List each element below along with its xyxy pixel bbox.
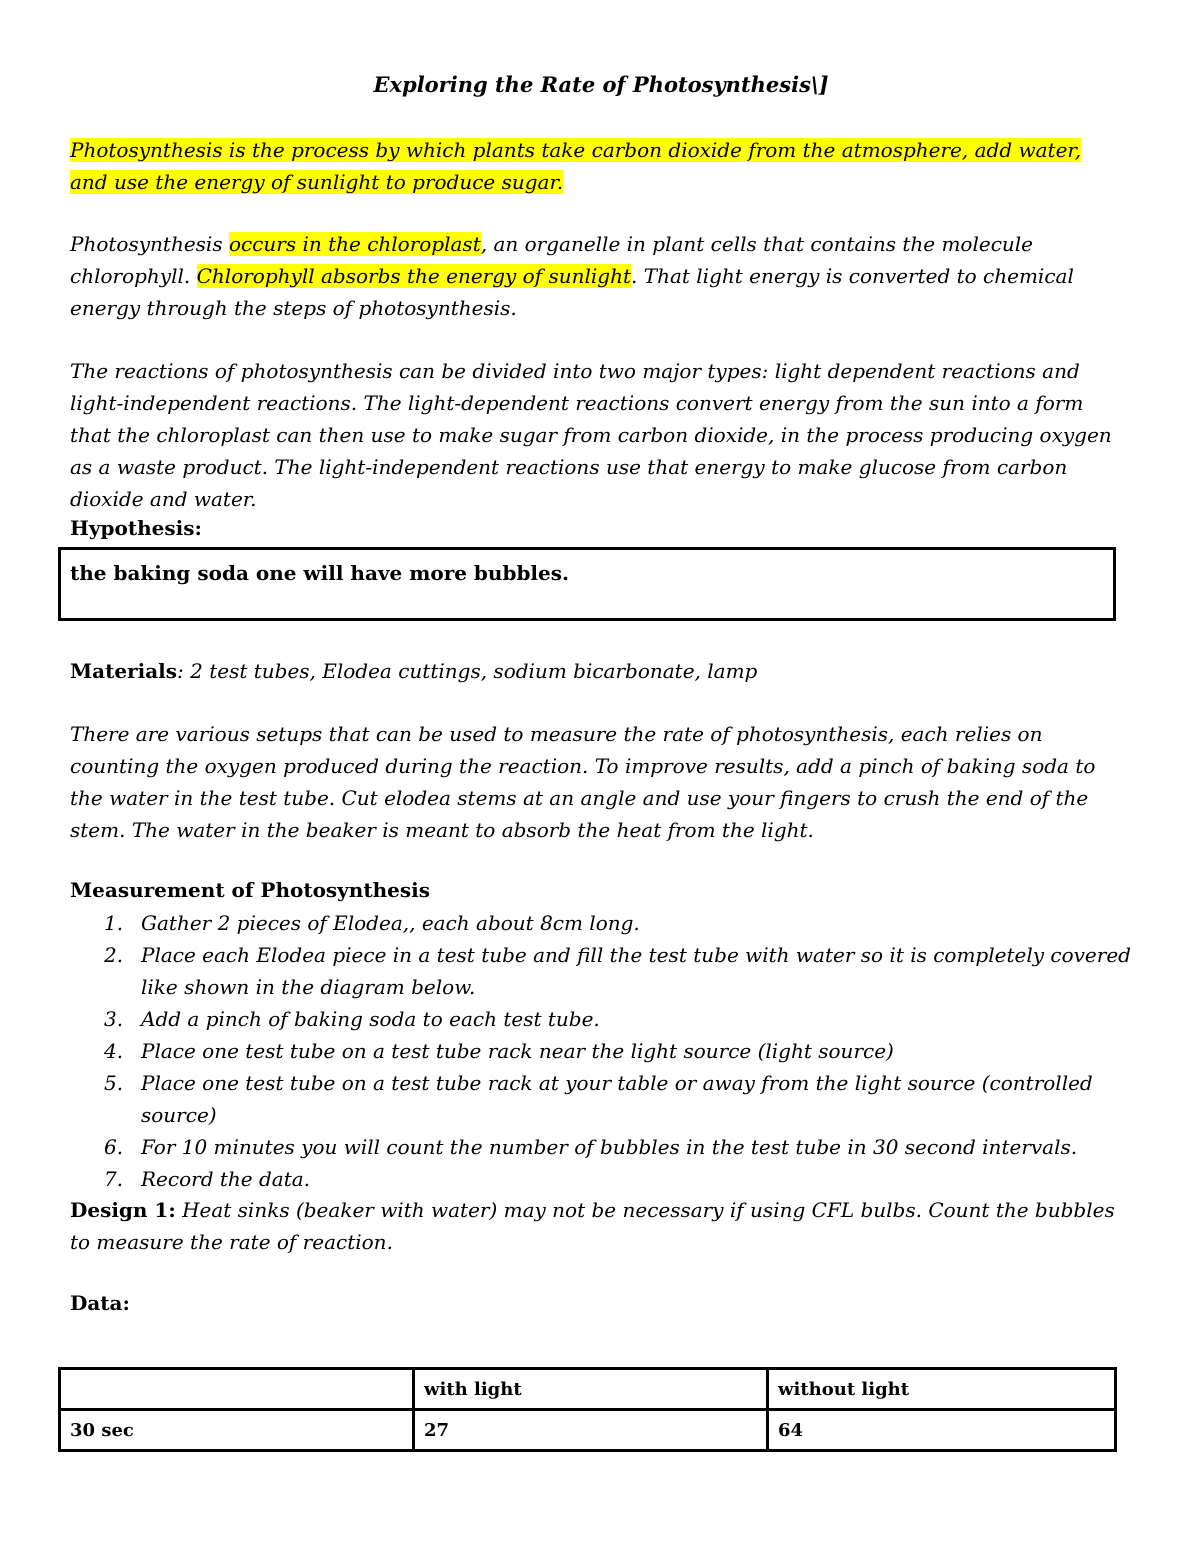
data-table — [58, 1367, 1117, 1452]
design-label: Design 1: — [70, 1198, 176, 1222]
table-header-cell[interactable]: with light — [414, 1369, 768, 1410]
step-number: 2. — [104, 943, 124, 967]
step-text: Place one test tube on a test tube rack near the light source (light source) — [141, 1039, 894, 1063]
list-item — [70, 1163, 1132, 1195]
step-text: Record the data. — [141, 1167, 311, 1191]
hypothesis-heading: Hypothesis: — [70, 516, 202, 540]
step-number: 6. — [104, 1135, 124, 1159]
materials-label: Materials — [70, 659, 178, 683]
intro-paragraph-2 — [70, 228, 1120, 324]
table-cell[interactable]: 64 — [768, 1410, 1116, 1451]
table-header-cell[interactable]: without light — [768, 1369, 1116, 1410]
table-header-cell[interactable] — [60, 1369, 414, 1410]
setup-paragraph: There are various setups that can be used to measure the rate of photosynthesis, each relies on counting the oxygen produced during the reaction. To improve results, add a pinch of baking soda to the water in the test tube. Cut elodea stems at an angle and use your fingers to crush the end of the stem. The water in the beaker is meant to absorb the heat from the light. — [70, 722, 1096, 842]
hypothesis-answer-box[interactable] — [58, 547, 1116, 621]
table-header-row — [60, 1369, 1116, 1410]
hypothesis-answer: the baking soda one will have more bubbles. — [70, 561, 569, 585]
step-text: Place one test tube on a test tube rack at your table or away from the light source (controlled source) — [141, 1071, 1093, 1127]
measurement-heading: Measurement of Photosynthesis — [70, 878, 430, 902]
step-number: 5. — [104, 1071, 124, 1095]
design-text: Heat sinks (beaker with water) may not be necessary if using CFL bulbs. Count the bubbles to measure the rate of reaction. — [70, 1198, 1115, 1254]
step-text: Place each Elodea piece in a test tube and fill the test tube with water so it is completely covered like shown in the diagram below. — [141, 943, 1131, 999]
procedure-steps-list — [70, 907, 1132, 1195]
text-run: . That light energy is converted to chemical energy through the steps of photosynthesis. — [70, 264, 1074, 320]
highlighted-text: Photosynthesis is the process by which plants take carbon dioxide from the atmosphere, add water, and use the energy of sunlight to produce sugar. — [70, 138, 1082, 194]
step-number: 4. — [104, 1039, 124, 1063]
highlighted-text: Chlorophyll absorbs the energy of sunlight — [196, 264, 632, 288]
step-text: Add a pinch of baking soda to each test tube. — [141, 1007, 600, 1031]
table-row — [60, 1410, 1116, 1451]
data-heading: Data: — [70, 1291, 130, 1315]
step-number: 1. — [104, 911, 124, 935]
design-paragraph — [70, 1194, 1120, 1258]
materials-text: : 2 test tubes, Elodea cuttings, sodium bicarbonate, lamp — [177, 659, 758, 683]
intro-paragraph-1 — [70, 134, 1120, 198]
page-title: Exploring the Rate of Photosynthesis\] — [373, 72, 829, 97]
table-cell[interactable]: 27 — [414, 1410, 768, 1451]
list-item — [70, 939, 1132, 1003]
text-run: Photosynthesis — [70, 232, 229, 256]
highlighted-text: occurs in the chloroplast — [228, 232, 481, 256]
table-cell[interactable]: 30 sec — [60, 1410, 414, 1451]
list-item — [70, 1035, 1132, 1067]
materials-line — [70, 655, 1120, 687]
list-item — [70, 907, 1132, 939]
step-text: For 10 minutes you will count the number of bubbles in the test tube in 30 second intervals. — [141, 1135, 1078, 1159]
text-run: , an organelle in plant cells that contains the molecule chlorophyll. — [70, 232, 1034, 288]
list-item — [70, 1067, 1132, 1131]
step-text: Gather 2 pieces of Elodea,, each about 8cm long. — [141, 911, 640, 935]
list-item — [70, 1003, 1132, 1035]
list-item — [70, 1131, 1132, 1163]
step-number: 7. — [104, 1167, 124, 1191]
intro-paragraph-3: The reactions of photosynthesis can be divided into two major types: light dependent reactions and light-independent reactions. The light-dependent reactions convert energy from the sun into a form that the chloroplast can then use to make sugar from carbon dioxide, in the process producing oxygen as a waste product. The light-independent reactions use that energy to make glucose from carbon dioxide and water. — [70, 359, 1112, 511]
step-number: 3. — [104, 1007, 124, 1031]
